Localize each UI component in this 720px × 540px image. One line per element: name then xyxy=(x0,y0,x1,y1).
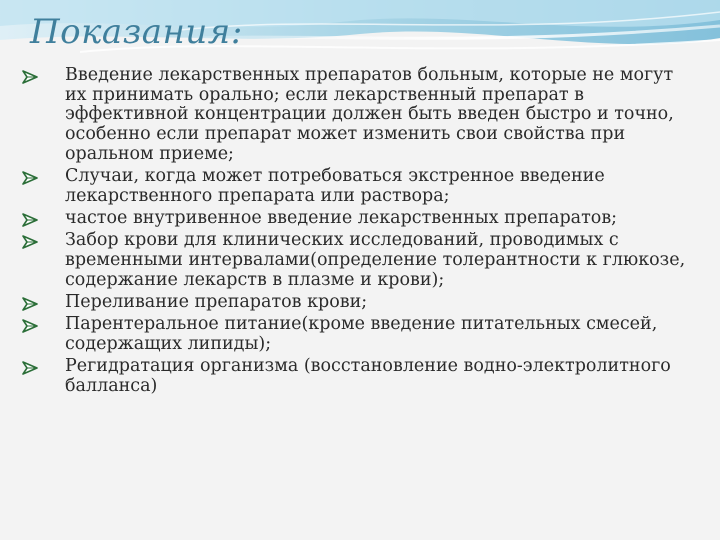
list-item-text: частое внутривенное введение лекарственных препаратов; xyxy=(65,208,618,229)
list-item-text: Переливание препаратов крови; xyxy=(65,292,368,313)
arrow-bullet-icon xyxy=(22,171,38,185)
arrow-bullet-icon xyxy=(22,235,38,249)
list-item xyxy=(22,66,692,165)
arrow-bullet-icon xyxy=(22,361,38,375)
list-item-text: Регидратация организма (восстановление водно-электролитного балланса) xyxy=(65,356,671,397)
list-item xyxy=(22,315,692,354)
slide-title: Показания: xyxy=(30,12,243,52)
list-item xyxy=(22,231,692,290)
list-item xyxy=(22,293,692,313)
list-item xyxy=(22,167,692,206)
list-item-text: Забор крови для клинических исследований, проводимых с временными интервалами(определение толерантности к глюкозе, содержание лекарств в плазме и крови); xyxy=(65,230,686,290)
arrow-bullet-icon xyxy=(22,319,38,333)
list-item-text: Парентеральное питание(кроме введение питательных смесей, содержащих липиды); xyxy=(65,314,658,355)
list-item-text: Случаи, когда может потребоваться экстренное введение лекарственного препарата или раствора; xyxy=(65,166,605,206)
indications-list xyxy=(22,66,692,399)
list-item xyxy=(22,357,692,396)
arrow-bullet-icon xyxy=(22,297,38,311)
arrow-bullet-icon xyxy=(22,213,38,227)
list-item-text: Введение лекарственных препаратов больным, которые не могут их принимать орально; если лекарственный препарат в эффективной концентрации должен быть введен быстро и точно, особенно если препарат может изменить свои свойства при оральном приеме; xyxy=(65,65,674,164)
list-item xyxy=(22,209,692,229)
arrow-bullet-icon xyxy=(22,70,38,84)
